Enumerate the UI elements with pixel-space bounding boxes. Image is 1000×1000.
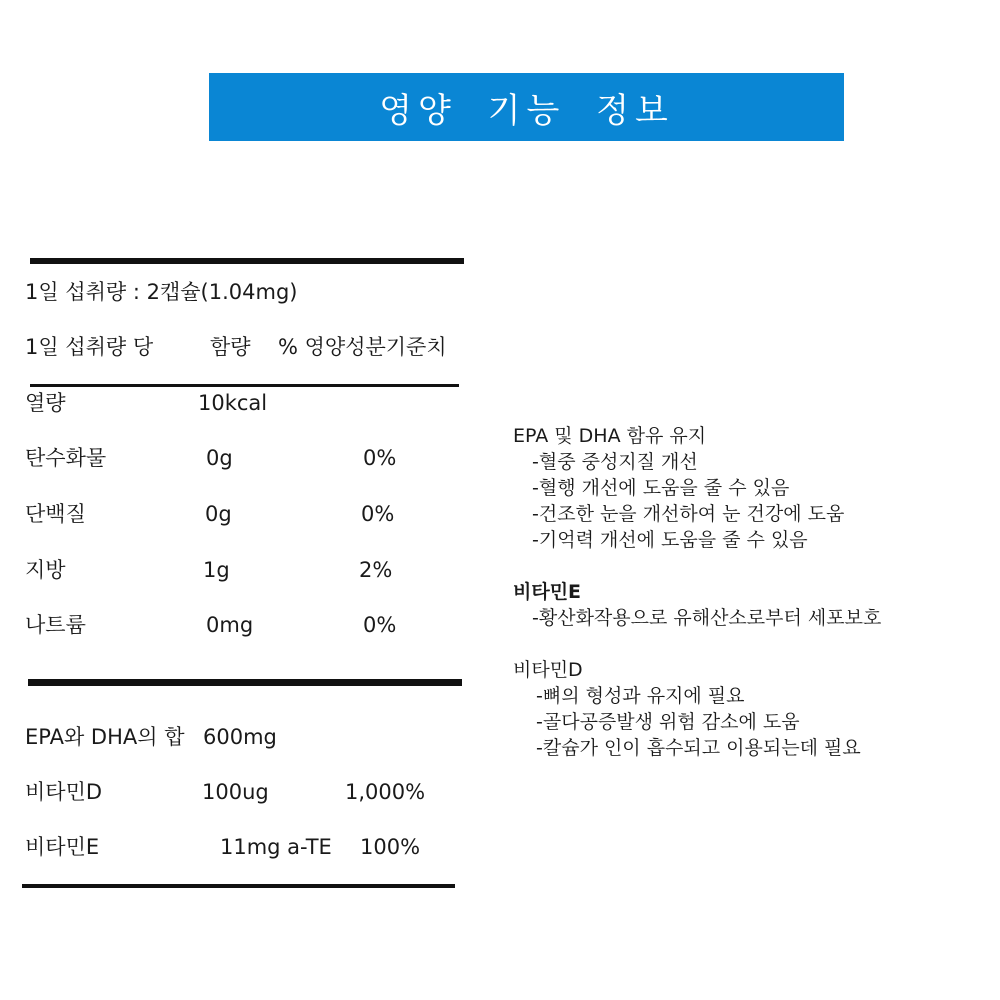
serving-size: 1일 섭취량 : 2캡슐(1.04mg) <box>25 280 298 304</box>
nutrient-name: 지방 <box>25 558 66 582</box>
page-title: 영양 기능 정보 <box>209 73 844 141</box>
functional-percent: 1,000% <box>345 780 426 804</box>
nutrient-name: 나트륨 <box>25 613 86 637</box>
function-item: -건조한 눈을 개선하여 눈 건강에 도움 <box>532 503 845 525</box>
nutrient-name: 열량 <box>25 391 66 415</box>
nutrient-name: 단백질 <box>25 502 86 526</box>
nutrient-amount: 10kcal <box>198 391 268 415</box>
nutrient-amount: 1g <box>203 558 230 582</box>
nutrient-percent: 0% <box>363 446 397 470</box>
function-item: -혈행 개선에 도움을 줄 수 있음 <box>532 477 790 499</box>
function-heading-vitamin-e: 비타민E <box>513 581 582 603</box>
nutrient-amount: 0mg <box>206 613 254 637</box>
nutrient-amount: 0g <box>206 446 233 470</box>
function-item: -칼슘가 인이 흡수되고 이용되는데 필요 <box>536 737 861 759</box>
function-heading-epa-dha: EPA 및 DHA 함유 유지 <box>513 425 707 447</box>
table-top-rule <box>30 258 464 264</box>
functional-amount: 11mg a-TE <box>220 835 332 859</box>
functional-name: 비타민D <box>25 780 103 804</box>
table-bottom-rule <box>22 884 455 888</box>
nutrient-percent: 2% <box>359 558 393 582</box>
functional-name: EPA와 DHA의 합 <box>25 725 185 749</box>
header-amount: 함량 <box>210 335 251 359</box>
functional-amount: 600mg <box>203 725 277 749</box>
function-item: -기억력 개선에 도움을 줄 수 있음 <box>532 529 808 551</box>
function-heading-vitamin-d: 비타민D <box>513 659 583 681</box>
nutrient-percent: 0% <box>361 502 395 526</box>
nutrient-amount: 0g <box>205 502 232 526</box>
function-item: -골다공증발생 위험 감소에 도움 <box>536 711 800 733</box>
header-daily-value: % 영양성분기준치 <box>278 335 447 359</box>
header-per-serving: 1일 섭취량 당 <box>25 335 154 359</box>
nutrient-percent: 0% <box>363 613 397 637</box>
functional-name: 비타민E <box>25 835 100 859</box>
table-section-rule <box>28 679 462 686</box>
function-item: -황산화작용으로 유해산소로부터 세포보호 <box>532 607 882 629</box>
functional-percent: 100% <box>360 835 421 859</box>
nutrient-name: 탄수화물 <box>25 446 107 470</box>
function-item: -혈중 중성지질 개선 <box>532 451 698 473</box>
function-item: -뼈의 형성과 유지에 필요 <box>536 685 745 707</box>
table-header-rule <box>30 384 459 387</box>
functional-amount: 100ug <box>202 780 269 804</box>
